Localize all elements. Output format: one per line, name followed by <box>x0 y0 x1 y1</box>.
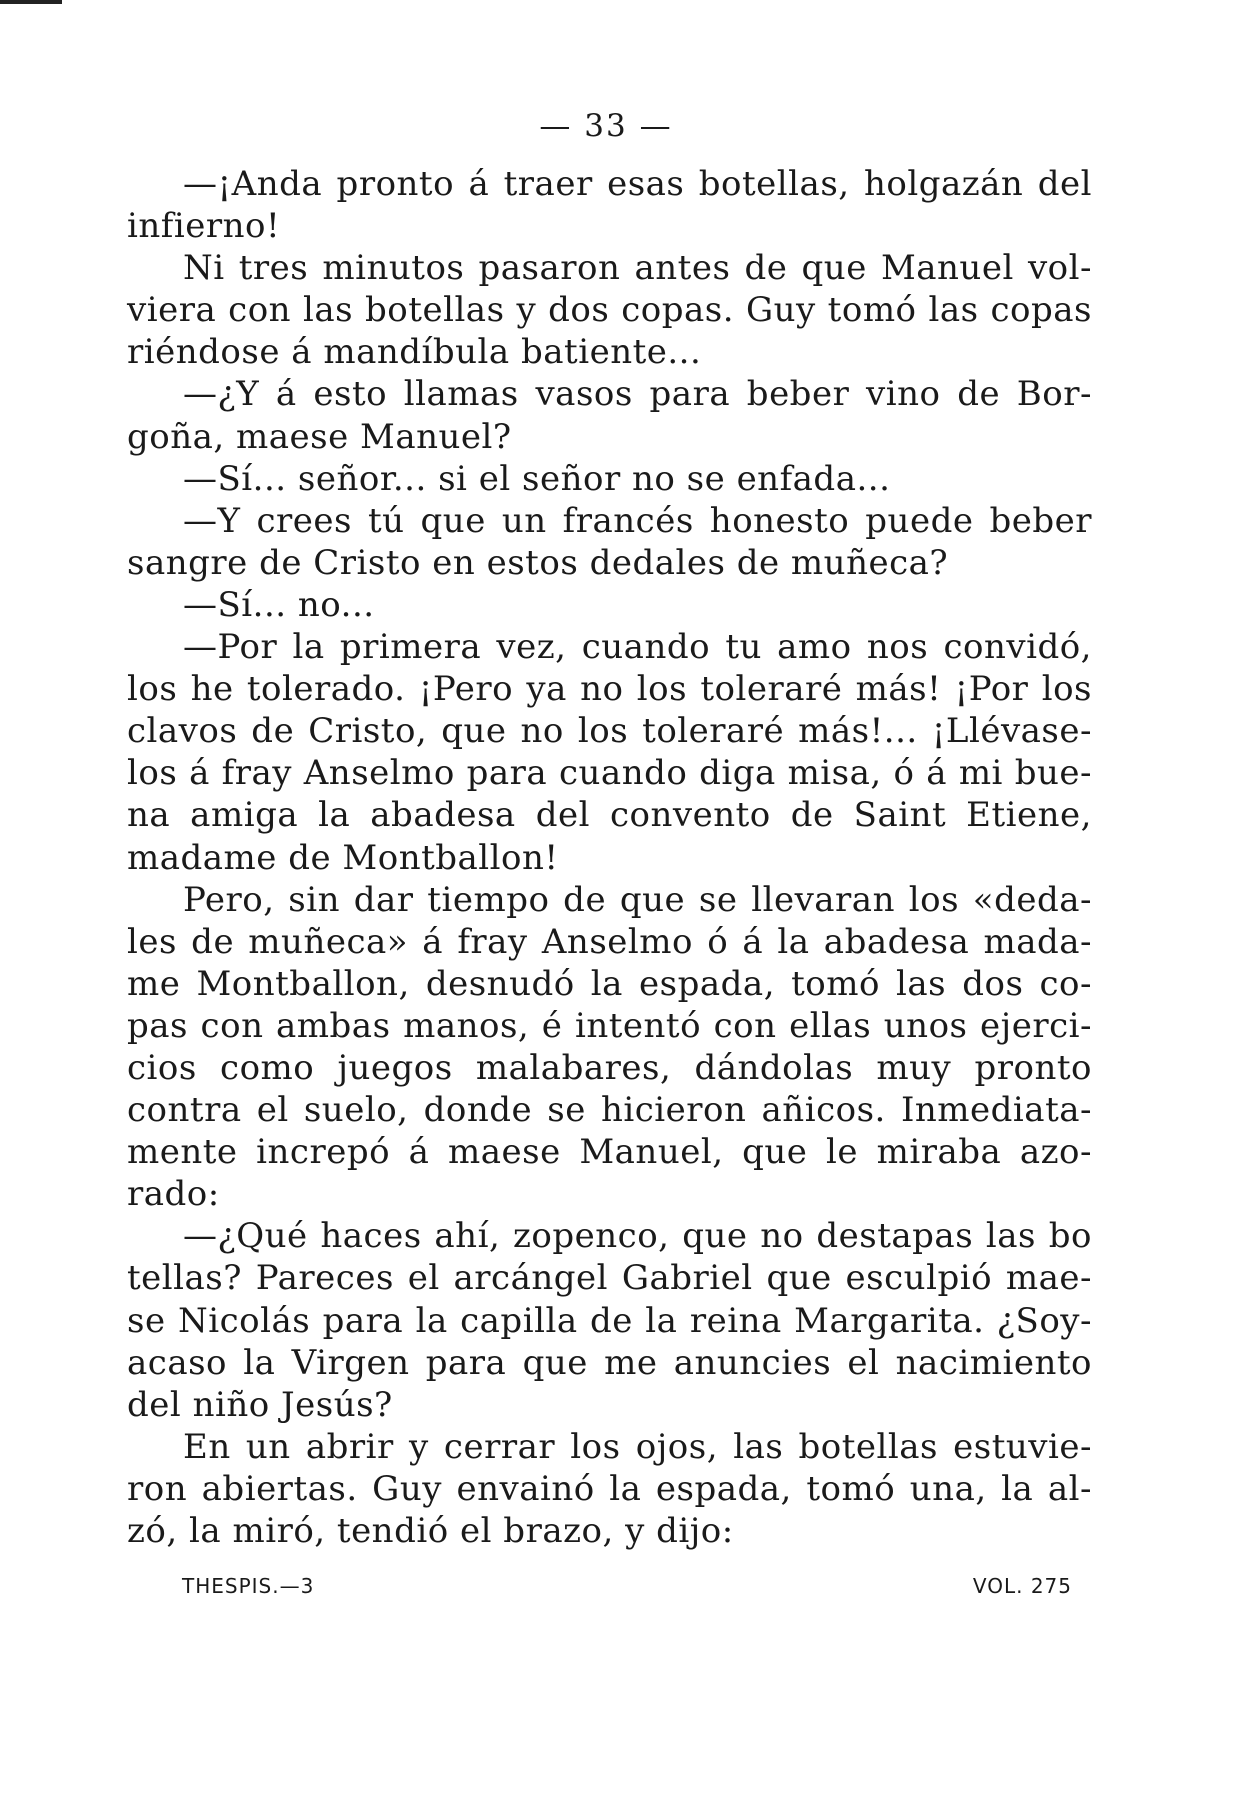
text-line: les de muñeca» á fray Anselmo ó á la abadesa mada- <box>127 921 1092 962</box>
body-text <box>127 163 1092 1552</box>
text-line: Pero, sin dar tiempo de que se llevaran los «deda- <box>183 879 1092 920</box>
text-line: tellas? Pareces el arcángel Gabriel que esculpió mae- <box>127 1258 1092 1299</box>
scan-edge-mark <box>0 0 62 4</box>
text-line: cios como juegos malabares, dándolas muy pronto <box>127 1047 1092 1088</box>
text-line: —Sí... señor... si el señor no se enfada... <box>183 458 891 499</box>
text-line: madame de Montballon! <box>127 837 559 878</box>
text-line: viera con las botellas y dos copas. Guy tomó las copas <box>127 290 1092 331</box>
text-line: En un abrir y cerrar los ojos, las botellas estuvie- <box>183 1426 1092 1467</box>
text-line: acaso la Virgen para que me anuncies el nacimiento <box>127 1342 1092 1383</box>
text-line: clavos de Cristo, que no los toleraré más!... ¡Llévase- <box>127 711 1092 752</box>
page-number: — 33 — <box>539 108 673 144</box>
text-line: los á fray Anselmo para cuando diga misa, ó á mi bue- <box>127 753 1092 794</box>
text-line: rado: <box>127 1174 220 1215</box>
text-line: sangre de Cristo en estos dedales de muñeca? <box>127 542 949 583</box>
text-line: contra el suelo, donde se hicieron añicos. Inmediata- <box>127 1090 1092 1131</box>
text-line: del niño Jesús? <box>127 1384 393 1425</box>
text-line: ron abiertas. Guy envainó la espada, tomó una, la al- <box>127 1468 1092 1509</box>
text-line: Ni tres minutos pasaron antes de que Manuel vol- <box>183 248 1092 289</box>
text-line: goña, maese Manuel? <box>127 416 512 457</box>
text-line: —¡Anda pronto á traer esas botellas, holgazán del <box>183 164 1092 204</box>
text-line: zó, la miró, tendió el brazo, y dijo: <box>127 1511 734 1551</box>
text-line: —Por la primera vez, cuando tu amo nos convidó, <box>183 627 1092 668</box>
text-line: los he tolerado. ¡Pero ya no los toleraré más! ¡Por los <box>127 669 1092 710</box>
text-line: na amiga la abadesa del convento de Saint Etiene, <box>127 795 1092 836</box>
text-line: infierno! <box>127 206 281 247</box>
text-line: —Y crees tú que un francés honesto puede beber <box>183 500 1092 541</box>
text-line: mente increpó á maese Manuel, que le miraba azo- <box>127 1132 1092 1173</box>
footer-volume: VOL. 275 <box>972 1574 1072 1598</box>
text-line: —Sí... no... <box>183 584 375 625</box>
text-line: —¿Qué haces ahí, zopenco, que no destapas las bo <box>183 1216 1092 1257</box>
footer-signature: THESPIS.—3 <box>182 1574 315 1598</box>
text-line: riéndose á mandíbula batiente... <box>127 332 702 373</box>
text-line: pas con ambas manos, é intentó con ellas unos ejerci- <box>127 1005 1092 1046</box>
text-line: —¿Y á esto llamas vasos para beber vino de Bor- <box>183 374 1092 415</box>
text-line: me Montballon, desnudó la espada, tomó las dos co- <box>127 963 1092 1004</box>
text-line: se Nicolás para la capilla de la reina Margarita. ¿Soy- <box>127 1300 1092 1341</box>
